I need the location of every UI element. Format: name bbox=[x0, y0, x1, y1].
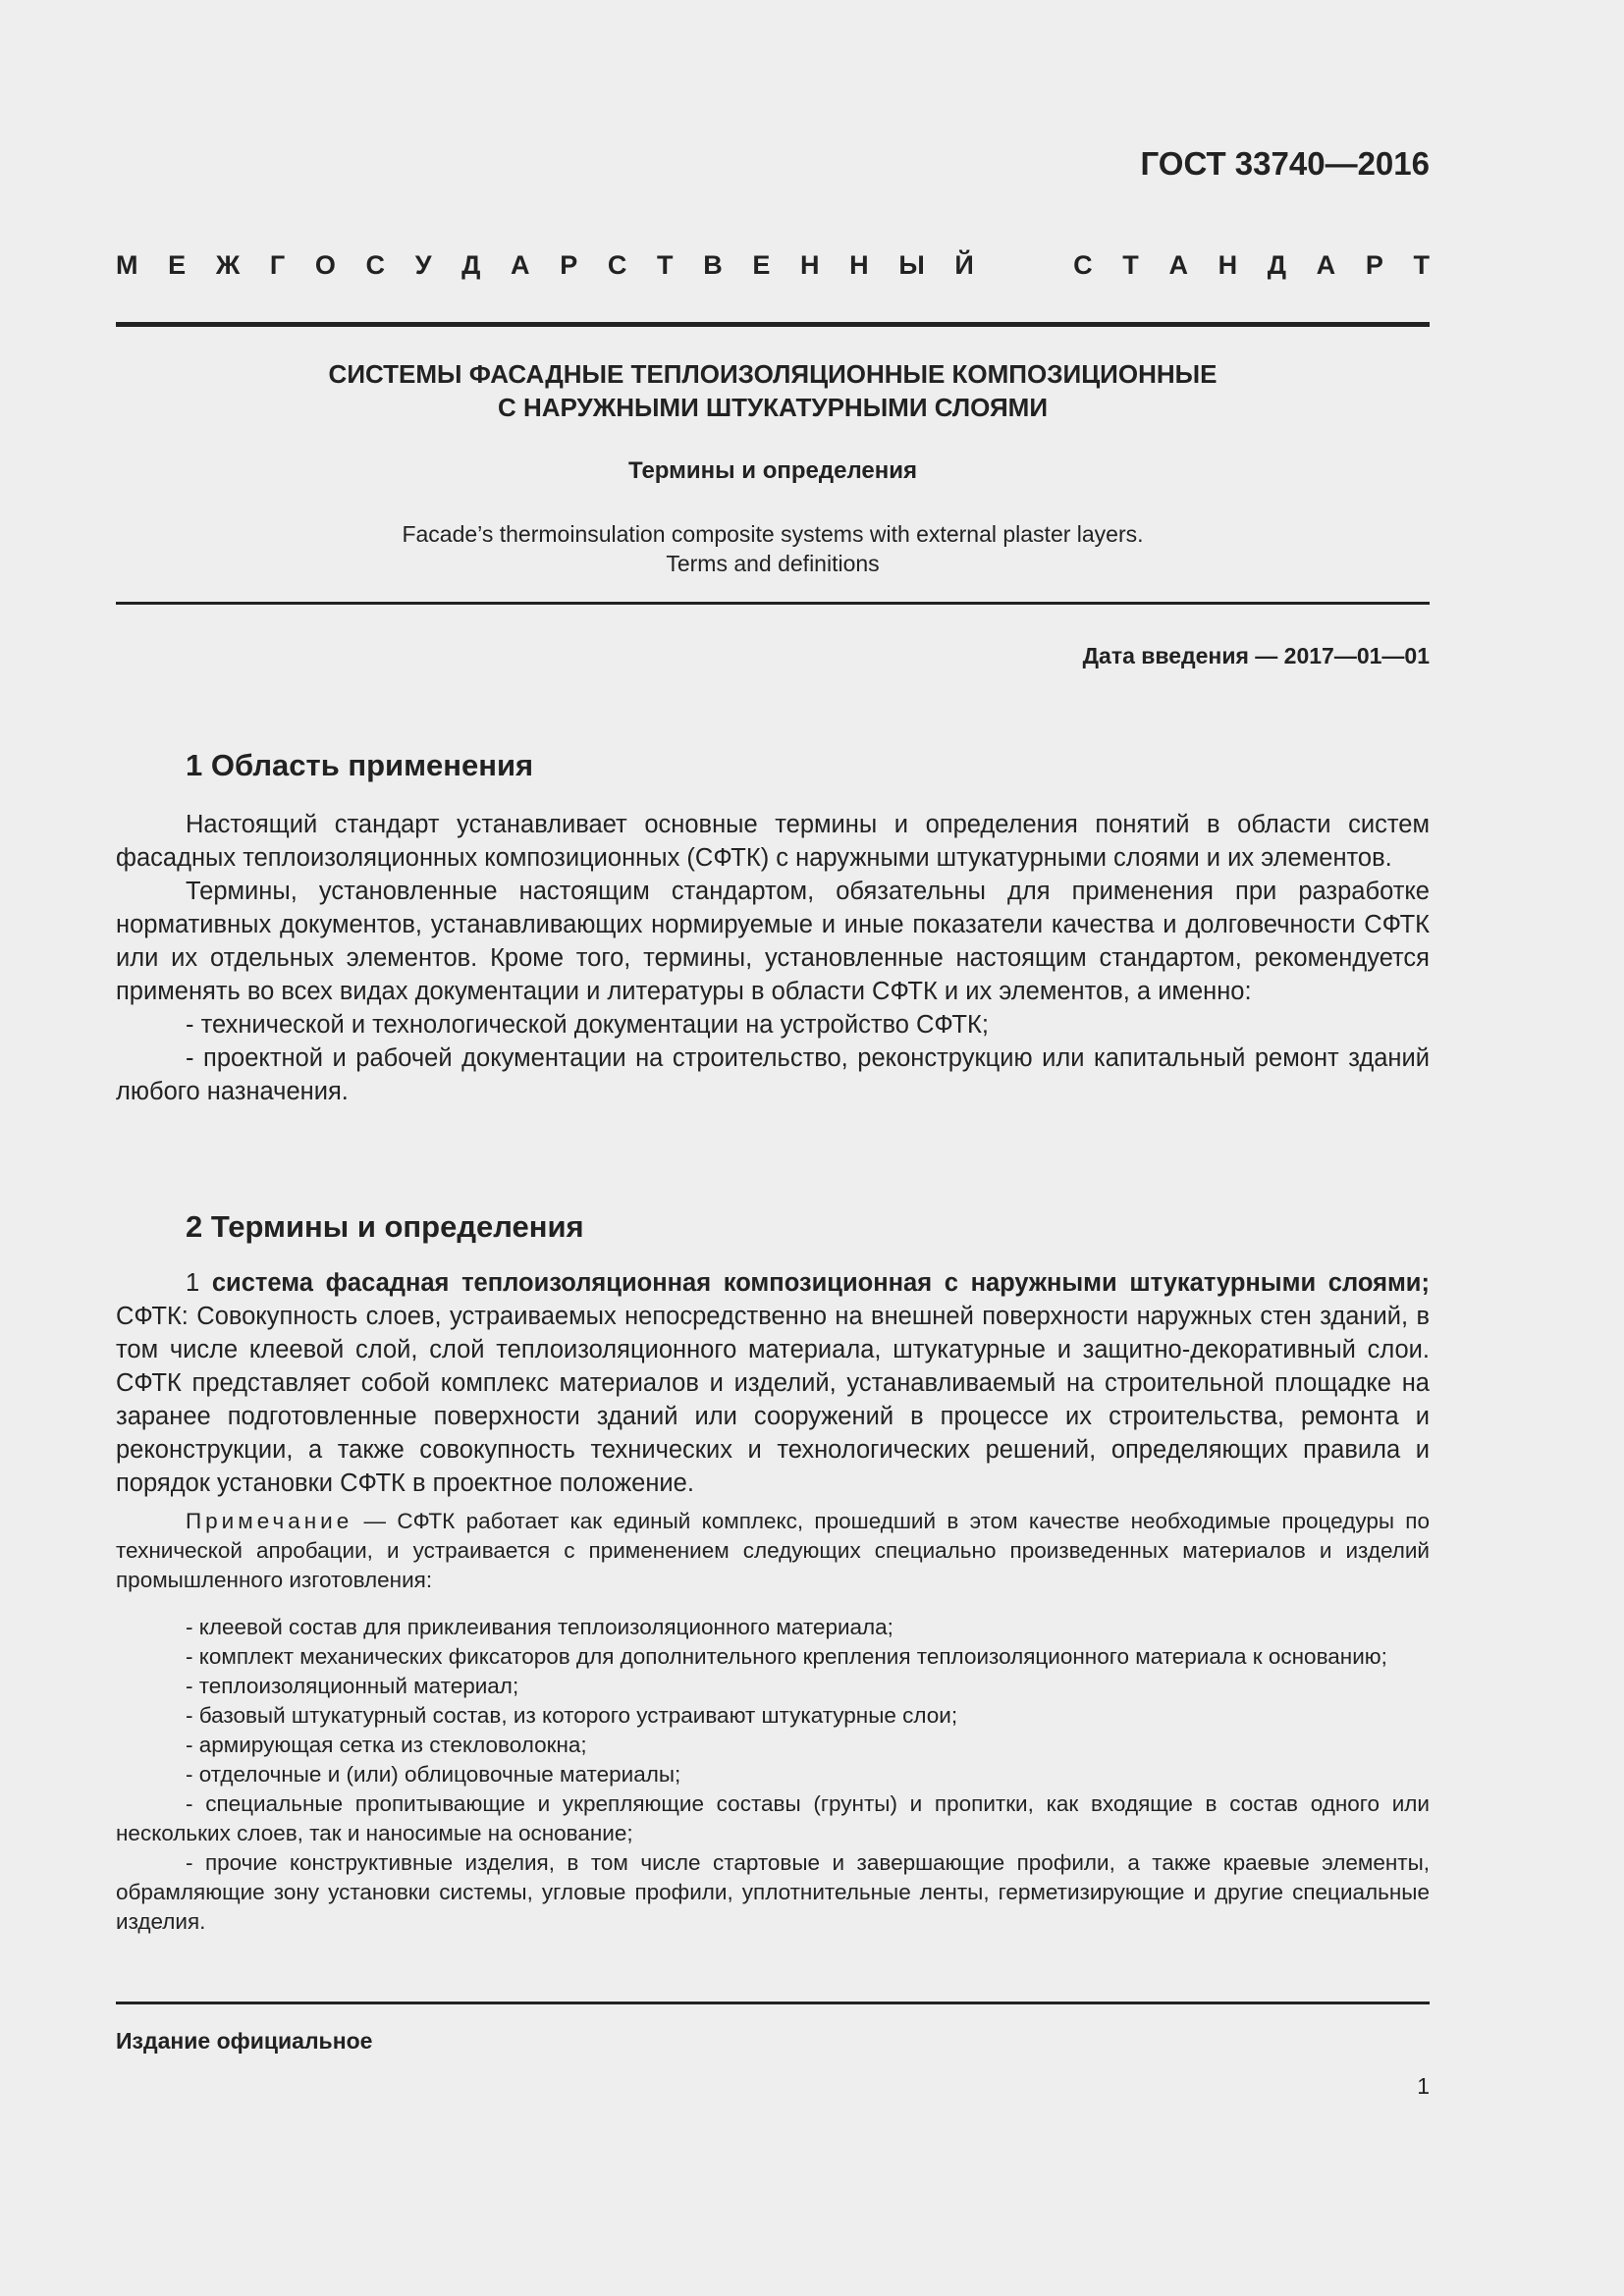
heading-letter: Н bbox=[1218, 250, 1238, 280]
document-subtitle: Термины и определения bbox=[627, 457, 918, 484]
note-list bbox=[116, 1613, 1430, 1937]
term-entry bbox=[116, 1266, 1430, 1500]
official-edition-label: Издание официальное bbox=[116, 2028, 373, 2054]
heading-letter: Т bbox=[1413, 250, 1430, 280]
section-1-heading: 1 Область применения bbox=[186, 748, 534, 782]
section-1-list-item-2: - проектной и рабочей документации на строительство, реконструкцию или капитальный ремонт зданий любого назначения. bbox=[116, 1044, 1430, 1105]
heading-letter: Д bbox=[1267, 250, 1287, 280]
title-divider bbox=[116, 602, 1430, 605]
note-list-item: - базовый штукатурный состав, из которого устраивают штукатурные слои; bbox=[186, 1703, 958, 1728]
document-title bbox=[116, 357, 1430, 424]
english-title bbox=[116, 519, 1430, 578]
note-paragraph bbox=[116, 1507, 1430, 1595]
footer-divider bbox=[116, 2002, 1430, 2004]
section-1-paragraph-2: Термины, установленные настоящим стандартом, обязательны для применения при разработке нормативных документов, устанавливающих нормируемые и иные показатели качества и долговечности СФТК или их отдельных элементов. Кроме того, термины, установленные настоящим стандартом, рекомендуется применять во всех видах документации и литературы в области СФТК и их элементов, а именно: bbox=[116, 878, 1430, 1005]
note-text: — СФТК работает как единый комплекс, прошедший в этом качестве необходимые процедуры по технической апробации, и устраивается с применением следующих специально произведенных материалов и изделий промышленного изготовления: bbox=[116, 1509, 1430, 1592]
heading-letter: С bbox=[365, 250, 386, 280]
heading-letter: У bbox=[414, 250, 432, 280]
heading-letter: В bbox=[703, 250, 723, 280]
heading-letter: С bbox=[607, 250, 627, 280]
heading-letter: Г bbox=[269, 250, 286, 280]
heading-letter: Р bbox=[1365, 250, 1383, 280]
note-list-item: - специальные пропитывающие и укрепляющие составы (грунты) и пропитки, как входящие в состав одного или нескольких слоев, так и наносимые на основание; bbox=[116, 1791, 1430, 1845]
heading-letter: Р bbox=[560, 250, 578, 280]
note-label: Примечание bbox=[186, 1509, 353, 1533]
term-note bbox=[116, 1507, 1430, 1595]
page-number: 1 bbox=[1417, 2073, 1430, 2099]
section-1-paragraph-1: Настоящий стандарт устанавливает основные термины и определения понятий в области систем фасадных теплоизоляционных композиционных (СФТК) с наружными штукатурными слоями и их элементов. bbox=[116, 811, 1430, 872]
title-line-2: С НАРУЖНЫМИ ШТУКАТУРНЫМИ СЛОЯМИ bbox=[497, 393, 1049, 422]
standard-number: ГОСТ 33740—2016 bbox=[1140, 145, 1430, 182]
heading-letter: Н bbox=[849, 250, 869, 280]
document-page bbox=[116, 0, 1430, 2296]
heading-letter: М bbox=[116, 250, 138, 280]
note-list-item: - отделочные и (или) облицовочные материалы; bbox=[186, 1762, 681, 1787]
section-2-heading: 2 Термины и определения bbox=[186, 1209, 584, 1244]
heading-letter: Т bbox=[1122, 250, 1139, 280]
heading-letter: Е bbox=[752, 250, 771, 280]
standard-type-heading bbox=[116, 250, 1430, 281]
heading-letter: А bbox=[1316, 250, 1336, 280]
english-title-line-1: Facade’s thermoinsulation composite systems with external plaster layers. bbox=[402, 521, 1144, 547]
note-list-item: - прочие конструктивные изделия, в том числе стартовые и завершающие профили, а также краевые элементы, обрамляющие зону установки системы, угловые профили, уплотнительные ленты, герметизирующие и другие специальные изделия. bbox=[116, 1850, 1430, 1934]
note-list-item: - армирующая сетка из стекловолокна; bbox=[186, 1733, 587, 1757]
term-number: 1 bbox=[186, 1269, 212, 1297]
top-divider bbox=[116, 322, 1430, 327]
heading-letter: Е bbox=[168, 250, 187, 280]
note-list-item: - клеевой состав для приклеивания теплоизоляционного материала; bbox=[186, 1615, 893, 1639]
note-list-item: - комплект механических фиксаторов для дополнительного крепления теплоизоляционного материала к основанию; bbox=[186, 1644, 1387, 1669]
word-gap bbox=[1003, 250, 1043, 281]
heading-letter: А bbox=[511, 250, 530, 280]
term-name: система фасадная теплоизоляционная композиционная с наружными штукатурными слоями; bbox=[211, 1269, 1430, 1297]
english-title-line-2: Terms and definitions bbox=[666, 551, 880, 576]
note-list-item: - теплоизоляционный материал; bbox=[186, 1674, 519, 1698]
section-1-list-item-1: - технической и технологической документации на устройство СФТК; bbox=[186, 1011, 989, 1039]
heading-letter: О bbox=[314, 250, 336, 280]
heading-letter: Ж bbox=[215, 250, 241, 280]
section-1-body bbox=[116, 808, 1430, 1108]
term-definition: СФТК: Совокупность слоев, устраиваемых непосредственно на внешней поверхности наружных стен зданий, в том числе клеевой слой, слой теплоизоляционного материала, штукатурные и защитно-декоративный слои. СФТК представляет собой комплекс материалов и изделий, устанавливаемый на строительной площадке на заранее подготовленные поверхности зданий или сооружений в процессе их строительства, ремонта и реконструкции, а также совокупность технических и технологических решений, определяющих правила и порядок установки СФТК в проектное положение. bbox=[116, 1303, 1430, 1497]
heading-letter: Й bbox=[954, 250, 974, 280]
introduction-date: Дата введения — 2017—01—01 bbox=[1082, 643, 1430, 668]
heading-letter: С bbox=[1073, 250, 1093, 280]
title-line-1: СИСТЕМЫ ФАСАДНЫЕ ТЕПЛОИЗОЛЯЦИОННЫЕ КОМПОЗИЦИОННЫЕ bbox=[328, 359, 1218, 389]
heading-letter: Т bbox=[657, 250, 674, 280]
heading-letter: А bbox=[1168, 250, 1188, 280]
heading-letter: Ы bbox=[898, 250, 925, 280]
heading-letter: Д bbox=[461, 250, 481, 280]
heading-letter: Н bbox=[800, 250, 820, 280]
section-2-term bbox=[116, 1266, 1430, 1500]
